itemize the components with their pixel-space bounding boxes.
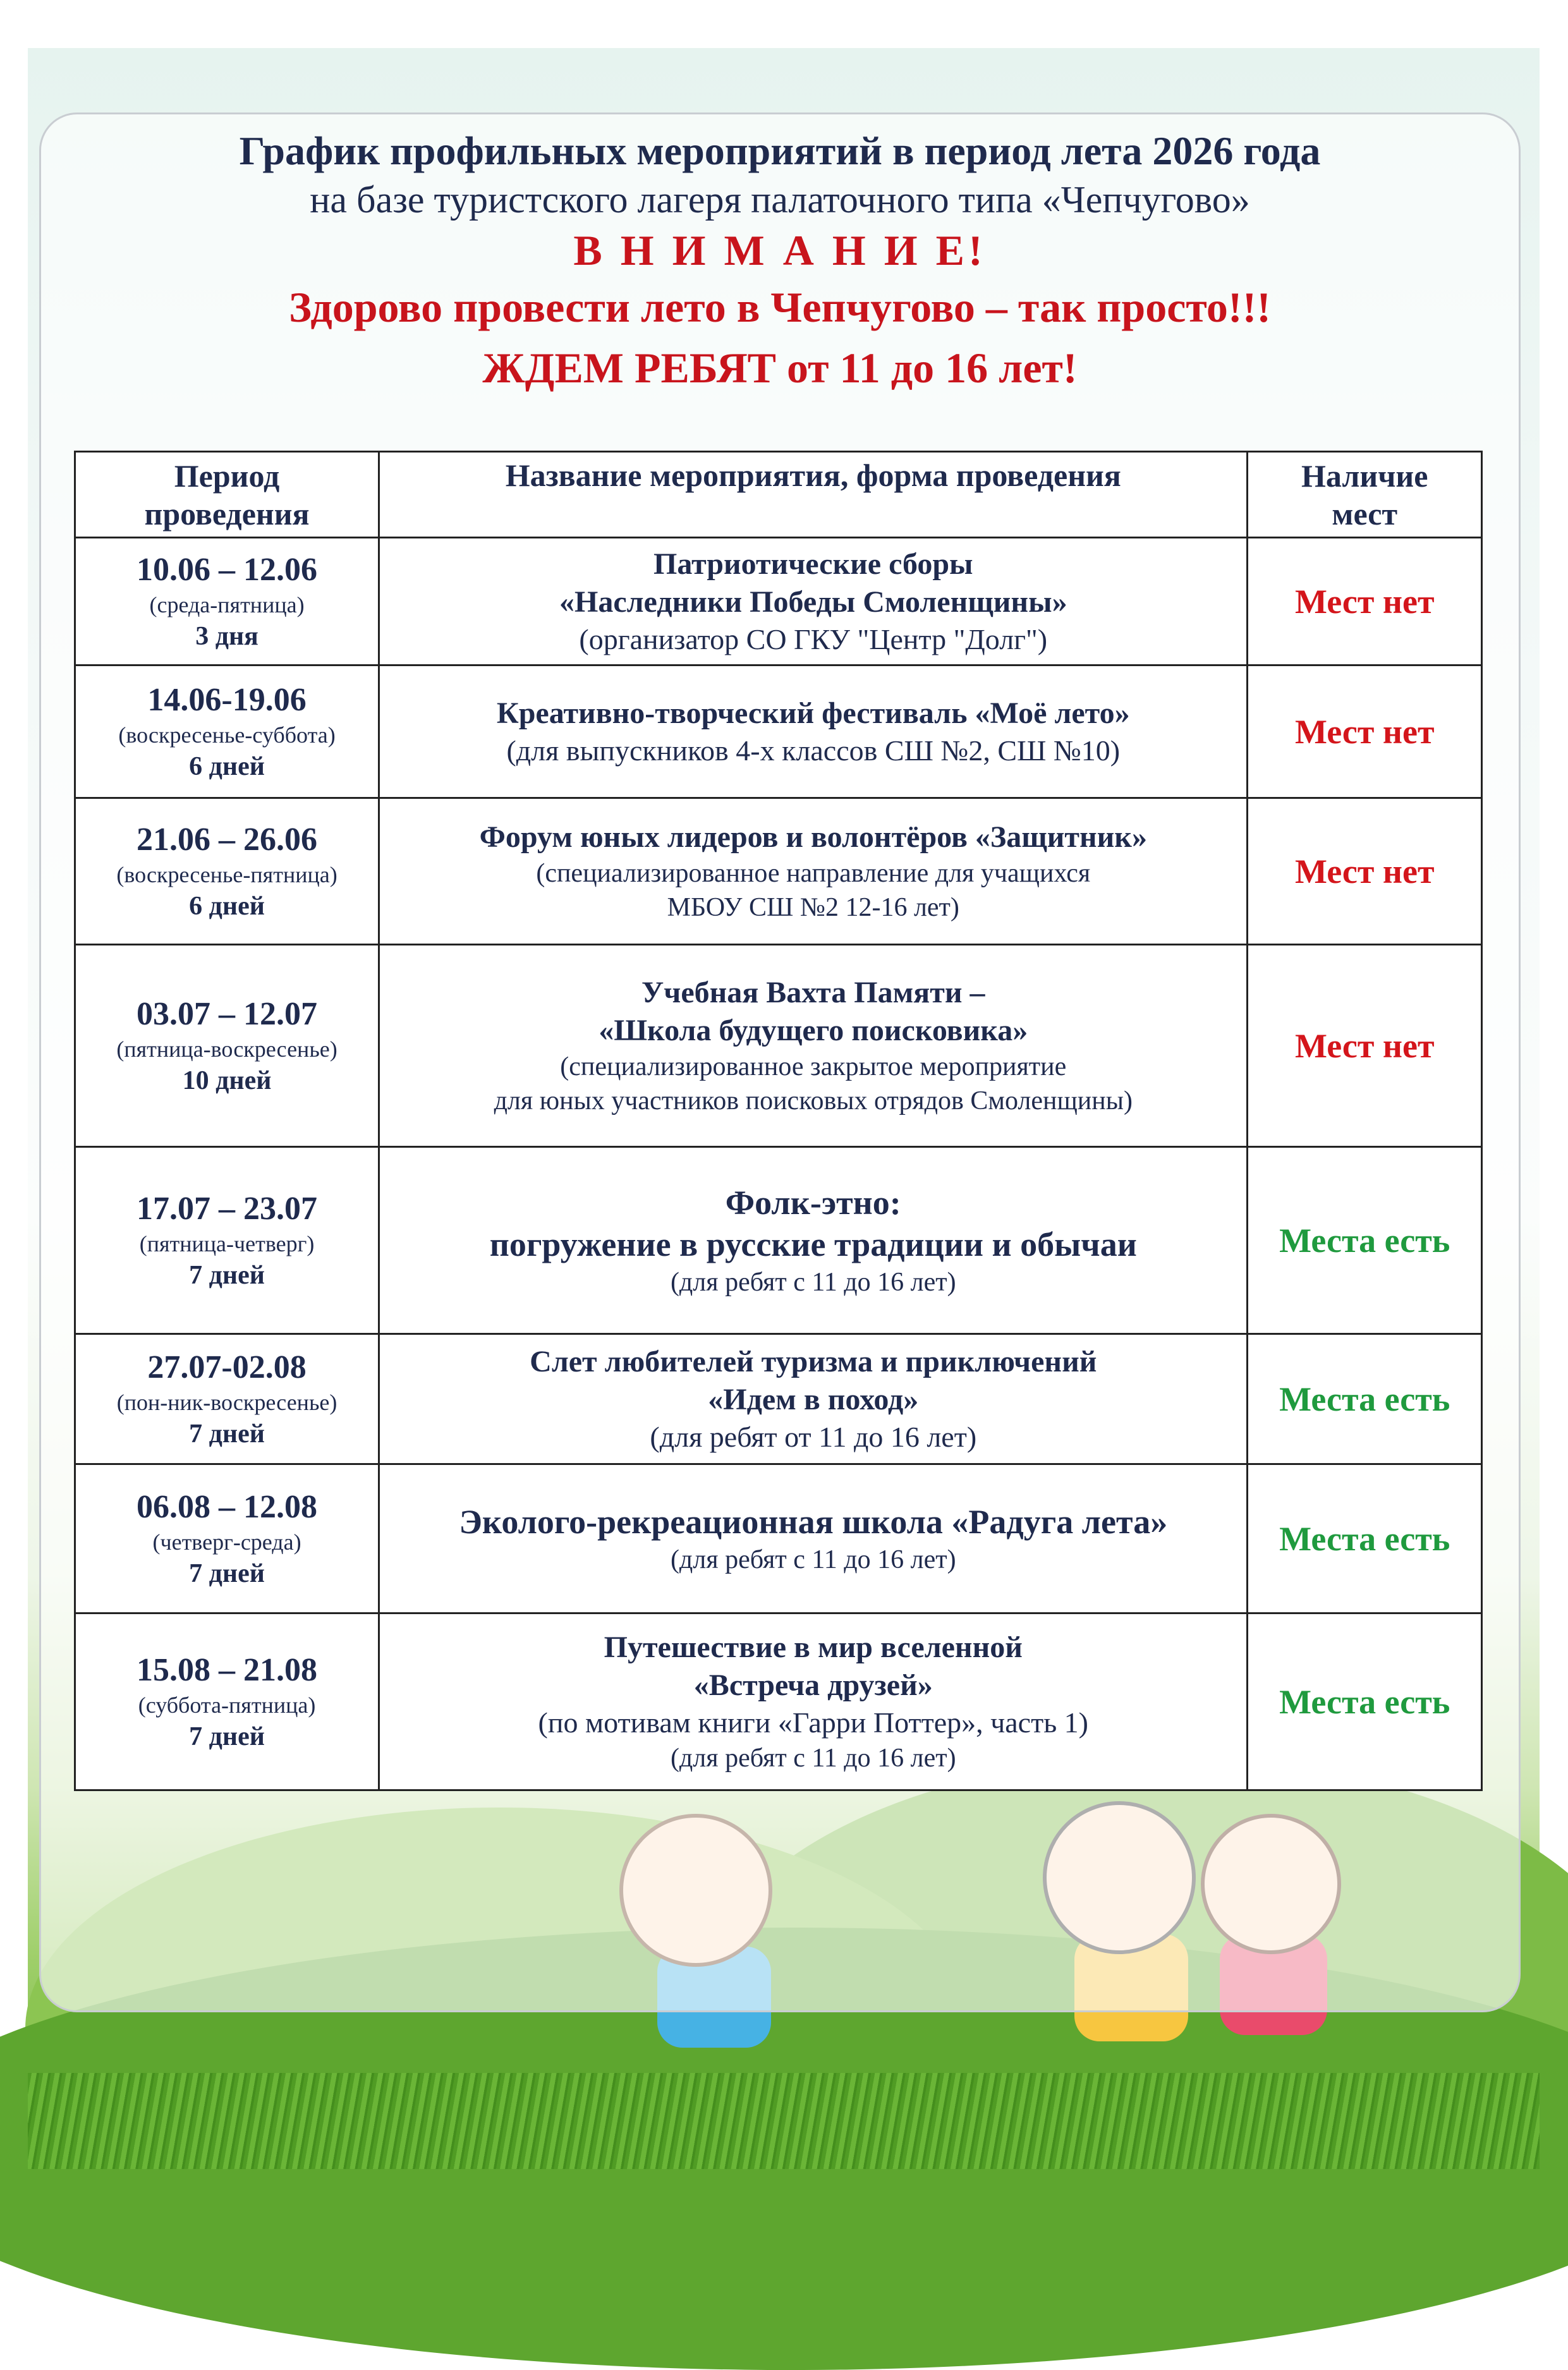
period-cell <box>75 1613 379 1790</box>
event-note-line: (для выпускников 4-х классов СШ №2, СШ №10) <box>506 734 1121 767</box>
period-dates: 27.07-02.08 <box>147 1349 307 1385</box>
age-invitation: ЖДЕМ РЕБЯТ от 11 до 16 лет! <box>482 344 1078 392</box>
availability-cell <box>1248 1147 1482 1334</box>
event-title-line: Креативно-творческий фестиваль «Моё лето» <box>496 696 1130 730</box>
event-cell <box>379 1334 1248 1464</box>
availability-status: Мест нет <box>1294 582 1435 621</box>
table-row <box>75 1334 1482 1464</box>
availability-cell <box>1248 1334 1482 1464</box>
event-title-line: Фолк-этно: <box>725 1183 901 1222</box>
event-note-line: (для ребят с 11 до 16 лет) <box>670 1267 956 1297</box>
header-period-line1: Период <box>174 458 280 494</box>
header-period <box>75 452 379 538</box>
period-weekdays: (четверг-среда) <box>152 1529 301 1555</box>
header-avail-line1: Наличие <box>1301 458 1428 494</box>
table-row <box>75 538 1482 665</box>
period-duration: 6 дней <box>189 891 265 921</box>
event-note-line: для юных участников поисковых отрядов Смоленщины) <box>494 1086 1133 1115</box>
availability-cell <box>1248 665 1482 798</box>
event-note-line: (организатор СО ГКУ "Центр "Долг") <box>579 623 1048 655</box>
header-event <box>379 452 1248 538</box>
header-period-line2: проведения <box>144 495 310 532</box>
period-duration: 10 дней <box>182 1066 272 1095</box>
period-cell <box>75 538 379 665</box>
availability-status: Места есть <box>1279 1221 1450 1260</box>
table-row <box>75 1147 1482 1334</box>
event-cell <box>379 665 1248 798</box>
event-title-line: «Школа будущего поисковика» <box>599 1013 1028 1047</box>
period-weekdays: (воскресенье-суббота) <box>118 722 336 748</box>
event-note-line: (для ребят с 11 до 16 лет) <box>670 1545 956 1574</box>
period-dates: 14.06-19.06 <box>147 681 307 718</box>
period-duration: 7 дней <box>189 1722 265 1751</box>
period-dates: 10.06 – 12.06 <box>137 551 318 588</box>
period-duration: 7 дней <box>189 1419 265 1449</box>
event-title-line: Слет любителей туризма и приключений <box>530 1344 1097 1378</box>
period-duration: 6 дней <box>189 751 265 781</box>
event-cell <box>379 945 1248 1147</box>
availability-status: Места есть <box>1279 1380 1450 1418</box>
table-row <box>75 1464 1482 1613</box>
event-title-line: погружение в русские традиции и обычаи <box>489 1225 1137 1263</box>
event-title-line: Эколого-рекреационная школа «Радуга лета» <box>459 1502 1168 1541</box>
event-cell <box>379 1613 1248 1790</box>
period-dates: 17.07 – 23.07 <box>137 1190 318 1227</box>
event-title-line: Учебная Вахта Памяти – <box>641 975 985 1009</box>
event-note-line: (по мотивам книги «Гарри Поттер», часть 1) <box>538 1706 1088 1739</box>
event-title-line: Путешествие в мир вселенной <box>604 1630 1023 1664</box>
availability-cell <box>1248 1613 1482 1790</box>
event-title-line: «Идем в поход» <box>708 1382 919 1416</box>
availability-cell <box>1248 538 1482 665</box>
event-title-line: «Наследники Победы Смоленщины» <box>559 585 1067 619</box>
header-avail-line2: мест <box>1332 495 1398 532</box>
event-title-line: Форум юных лидеров и волонтёров «Защитник» <box>479 820 1147 854</box>
availability-status: Мест нет <box>1294 1026 1435 1065</box>
event-note-line: (для ребят от 11 до 16 лет) <box>650 1420 977 1453</box>
availability-cell <box>1248 945 1482 1147</box>
period-weekdays: (воскресенье-пятница) <box>116 861 337 887</box>
page-header <box>39 126 1521 398</box>
table-row <box>75 665 1482 798</box>
event-note-line: (для ребят с 11 до 16 лет) <box>670 1743 956 1773</box>
period-weekdays: (пятница-четверг) <box>139 1231 315 1256</box>
period-cell <box>75 1334 379 1464</box>
period-weekdays: (пон-ник-воскресенье) <box>116 1389 337 1415</box>
slogan: Здорово провести лето в Чепчугово – так просто!!! <box>289 283 1271 331</box>
table-header-row <box>75 452 1482 538</box>
period-cell <box>75 798 379 945</box>
period-cell <box>75 1464 379 1613</box>
page-subtitle: на базе туристского лагеря палаточного типа «Чепчугово» <box>310 179 1250 221</box>
period-cell <box>75 945 379 1147</box>
period-dates: 03.07 – 12.07 <box>137 995 318 1032</box>
event-cell <box>379 1464 1248 1613</box>
availability-cell <box>1248 798 1482 945</box>
event-cell <box>379 1147 1248 1334</box>
availability-status: Мест нет <box>1294 712 1435 751</box>
grass-decoration <box>28 2073 1540 2169</box>
attention-heading: В Н И М А Н И Е! <box>573 226 987 274</box>
event-cell <box>379 798 1248 945</box>
table-row <box>75 945 1482 1147</box>
event-note-line: МБОУ СШ №2 12-16 лет) <box>667 892 959 922</box>
event-title-line: Патриотические сборы <box>653 547 973 581</box>
header-availability <box>1248 452 1482 538</box>
schedule-table <box>74 451 1483 1791</box>
period-cell <box>75 1147 379 1334</box>
availability-status: Места есть <box>1279 1682 1450 1721</box>
availability-cell <box>1248 1464 1482 1613</box>
page-title: График профильных мероприятий в период лета 2026 года <box>239 128 1321 173</box>
event-title-line: «Встреча друзей» <box>693 1668 933 1702</box>
period-duration: 7 дней <box>189 1260 265 1290</box>
period-dates: 06.08 – 12.08 <box>137 1488 318 1525</box>
availability-status: Места есть <box>1279 1519 1450 1558</box>
event-note-line: (специализированное закрытое мероприятие <box>560 1052 1067 1081</box>
period-weekdays: (суббота-пятница) <box>138 1692 316 1718</box>
period-weekdays: (пятница-воскресенье) <box>116 1036 337 1062</box>
period-cell <box>75 665 379 798</box>
table-row <box>75 1613 1482 1790</box>
period-duration: 7 дней <box>189 1559 265 1588</box>
period-duration: 3 дня <box>195 621 258 651</box>
availability-status: Мест нет <box>1294 852 1435 890</box>
event-cell <box>379 538 1248 665</box>
event-note-line: (специализированное направление для учащихся <box>536 858 1091 888</box>
period-dates: 15.08 – 21.08 <box>137 1651 318 1688</box>
table-row <box>75 798 1482 945</box>
period-weekdays: (среда-пятница) <box>149 592 305 617</box>
period-dates: 21.06 – 26.06 <box>137 821 318 858</box>
header-event-label: Название мероприятия, форма проведения <box>505 458 1121 493</box>
